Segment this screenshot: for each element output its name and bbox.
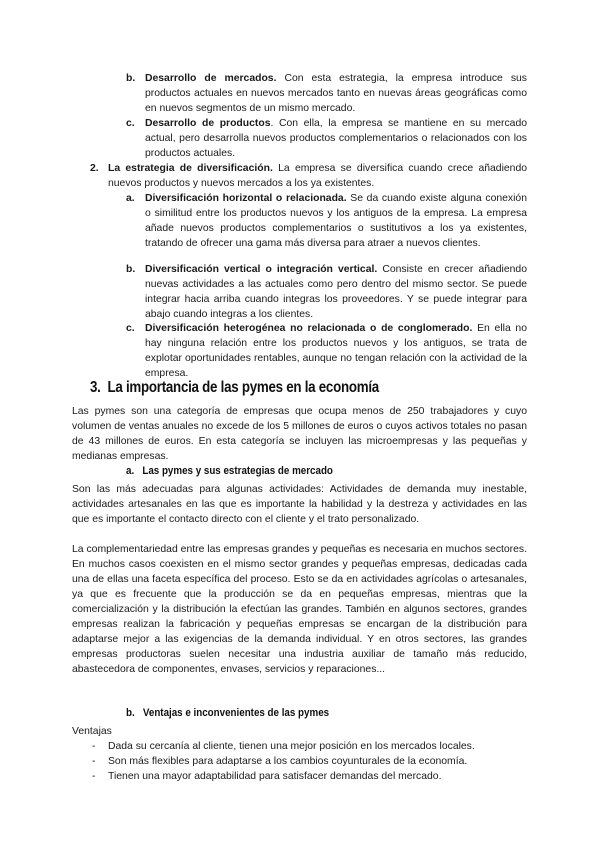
item-label: a. — [126, 193, 135, 204]
paragraph: La complementariedad entre las empresas grandes y pequeñas es necesaria en muchos sectores. En muchos casos coexisten en el mismo sector grandes y pequeñas empresas, dedicadas cada una de ellas una faceta específica del proceso. Esto se da en actividades agrícolas o artesanales, ya que es frecuente que la producción se da en pequeñas empresas, mientras que la comercialización y la distribución la efectúan las grandes. También en algunos sectores, grandes empresas realizan la fabricación y pequeñas empresas se encargan de la distribución para adaptarse mejor a las exigencias de la demanda individual. Y en otros sectores, las grandes empresas productoras suelen necesitar una industria auxiliar de tamaño más reducido, abastecedora de componentes, envases, servicios y reparaciones... — [72, 544, 527, 675]
list-item: Son más flexibles para adaptarse a los cambios coyunturales de la economía. — [108, 756, 468, 767]
item-title: Desarrollo de productos — [145, 118, 271, 129]
item-desarrollo-productos — [145, 116, 527, 161]
item-text: Consiste en crecer añadiendo nuevas actividades a las actuales como pero dentro del mismo sector. Se puede integrar hacia arriba cuando integras los proveedores. Y se puede integrar para abajo cuando integras a los clientes. — [145, 264, 527, 320]
subsection-label: a. — [126, 465, 135, 477]
paragraph: Son las más adecuadas para algunas actividades: Actividades de demanda muy inestable, actividades artesanales en las que es importante la habilidad y la destreza y actividades en las que es importante el contacto directo con el cliente y el trato personalizado. — [72, 484, 527, 525]
item-div-heterogenea — [145, 321, 527, 381]
subsection-title: Las pymes y sus estrategias de mercado — [142, 465, 333, 477]
item-title: Desarrollo de mercados. — [145, 73, 277, 84]
subsection-label: b. — [126, 707, 135, 719]
item-div-horizontal — [145, 191, 527, 251]
item-text: . Con ella, la empresa se mantiene en su mercado actual, pero desarrolla nuevos productos complementarios o relacionados con los productos actuales. — [145, 118, 527, 159]
item-label: 2. — [90, 163, 99, 174]
item-label: c. — [126, 323, 135, 334]
bullet-dash: - — [92, 771, 96, 782]
item-text: En ella no hay ninguna relación entre los productos nuevos y los antiguos, se trata de explotar oportunidades rentables, aunque no tengan relación con la actividad de la empresa. — [145, 323, 527, 379]
item-text: La empresa se diversifica cuando crece añadiendo nuevos productos y nuevos mercados a los ya existentes. — [108, 163, 527, 189]
item-label: b. — [126, 264, 136, 275]
section-heading — [90, 380, 379, 395]
item-text: Se da cuando existe alguna conexión o similitud entre los productos nuevos y los antiguos de la empresa. La empresa añade nuevos productos complementarios o sustitutivos a los ya existentes, tratando de ofrecer una gama más diversa para atraer a nuevos clientes. — [145, 193, 527, 249]
bullet-dash: - — [92, 741, 96, 752]
item-title: La estrategia de diversificación. — [108, 163, 273, 174]
item-desarrollo-mercados — [145, 71, 527, 116]
item-title: Diversificación vertical o integración vertical. — [145, 264, 378, 275]
bullet-dash: - — [92, 756, 96, 767]
ventajas-label: Ventajas — [72, 726, 112, 737]
item-label: b. — [126, 73, 136, 84]
item-text: Con esta estrategia, la empresa introduce sus productos actuales en nuevos mercados tanto en nuevas áreas geográficas como en nuevos segmentos de un mismo mercado. — [145, 73, 527, 114]
section-number: 3. — [90, 379, 101, 396]
item-title: Diversificación horizontal o relacionada. — [145, 193, 347, 204]
list-item: Dada su cercanía al cliente, tienen una mejor posición en los mercados locales. — [108, 741, 475, 752]
item-label: c. — [126, 118, 135, 129]
section-title: La importancia de las pymes en la economía — [107, 379, 379, 396]
list-item: Tienen una mayor adaptabilidad para satisfacer demandas del mercado. — [108, 771, 442, 782]
section-intro-paragraph: Las pymes son una categoría de empresas que ocupa menos de 250 trabajadores y cuyo volumen de ventas anuales no excede de los 5 millones de euros o cuyos activos totales no pasan de 43 millones de euros. En esta categoría se incluyen las microempresas y las pequeñas y medianas empresas. — [72, 406, 527, 462]
subsection-heading — [126, 464, 333, 479]
item-div-vertical — [145, 262, 527, 322]
item-title: Diversificación heterogénea no relacionada o de conglomerado. — [145, 323, 473, 334]
item-diversificacion — [108, 161, 527, 191]
subsection-heading — [126, 706, 329, 721]
subsection-title: Ventajas e inconvenientes de las pymes — [142, 707, 330, 719]
